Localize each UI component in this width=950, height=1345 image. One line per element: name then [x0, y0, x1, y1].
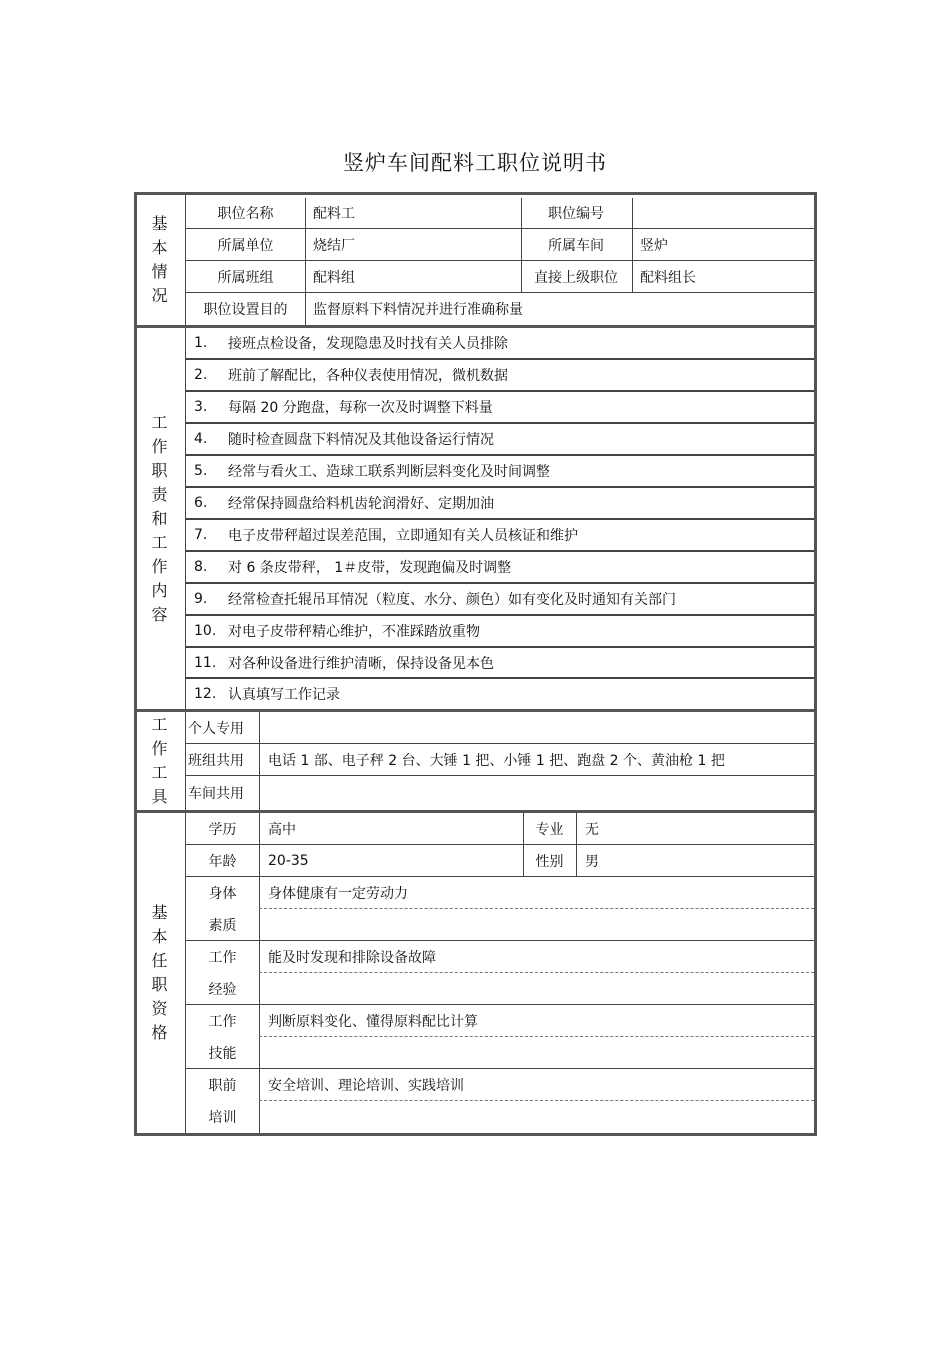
dashed-divider — [259, 1100, 814, 1101]
category-char: 资 — [151, 999, 168, 1018]
label-tools-team: 班组共用 — [188, 752, 244, 769]
label-superior: 直接上级职位 — [534, 269, 618, 286]
label-tools-workshop: 车间共用 — [188, 786, 244, 802]
value-physical: 身体健康有一定劳动力 — [268, 885, 408, 902]
label-tools-personal: 个人专用 — [188, 720, 244, 737]
value-training: 安全培训、理论培训、实践培训 — [268, 1077, 464, 1094]
dashed-divider — [259, 908, 814, 909]
duty-text: 认真填写工作记录 — [228, 687, 340, 703]
label-position-name: 职位名称 — [217, 206, 274, 222]
row-age — [186, 845, 814, 877]
value-position-name: 配料工 — [313, 206, 355, 222]
duty-text: 对电子皮带秤精心维护，不准踩踏放重物 — [228, 624, 480, 640]
category-char: 职 — [151, 460, 168, 480]
duty-number: 11. — [194, 654, 217, 671]
value-superior: 配料组长 — [640, 269, 696, 286]
duty-text: 每隔 20 分跑盘，每称一次及时调整下料量 — [228, 400, 493, 416]
duty-number: 4. — [194, 431, 208, 447]
row-tools-team — [186, 744, 814, 776]
label-physical-1: 身体 — [208, 886, 237, 902]
duty-row — [186, 520, 814, 552]
category-char: 工 — [151, 715, 168, 734]
duty-row — [186, 360, 814, 392]
value-workshop: 竖炉 — [640, 237, 668, 254]
section-label-duties — [134, 328, 186, 709]
duty-text: 对 6 条皮带秤， 1＃皮带，发现跑偏及时调整 — [228, 560, 512, 576]
category-char: 格 — [151, 1023, 168, 1042]
category-char: 责 — [151, 484, 168, 504]
label-education: 学历 — [208, 821, 237, 838]
value-position-no — [640, 198, 810, 228]
category-char: 职 — [151, 975, 168, 994]
duty-row — [186, 456, 814, 488]
category-char: 容 — [151, 604, 168, 624]
row-team — [186, 261, 814, 293]
value-gender: 男 — [585, 853, 599, 870]
category-char: 作 — [151, 739, 168, 758]
duty-number: 1. — [194, 335, 208, 351]
duty-text: 经常检查托辊吊耳情况（粒度、水分、颜色）如有变化及时通知有关部门 — [228, 592, 676, 608]
row-tools-workshop — [186, 776, 814, 810]
label-age: 年龄 — [208, 853, 237, 870]
duty-row — [186, 424, 814, 456]
label-workshop: 所属车间 — [548, 237, 604, 254]
label-gender: 性别 — [535, 853, 564, 870]
value-major: 无 — [585, 821, 599, 838]
label-experience-1: 工作 — [208, 950, 237, 966]
value-tools-personal — [268, 712, 808, 743]
label-purpose: 职位设置目的 — [203, 302, 288, 318]
duty-number: 2. — [194, 367, 208, 383]
category-char: 作 — [151, 556, 168, 576]
row-education — [186, 813, 814, 845]
section-label-basic — [134, 195, 186, 325]
category-char: 本 — [151, 927, 168, 946]
category-char: 基 — [151, 214, 168, 233]
row-tools-personal — [186, 712, 814, 744]
duty-number: 9. — [194, 591, 208, 607]
value-unit: 烧结厂 — [313, 237, 355, 254]
category-char: 和 — [151, 508, 168, 528]
category-char: 本 — [151, 238, 168, 257]
value-age: 20-35 — [268, 852, 309, 869]
row-physical — [186, 877, 814, 941]
duty-number: 12. — [194, 686, 217, 702]
duty-row — [186, 616, 814, 648]
label-team: 所属班组 — [217, 269, 274, 286]
row-unit — [186, 229, 814, 261]
duty-text: 随时检查圆盘下料情况及其他设备运行情况 — [228, 432, 494, 448]
dashed-divider — [259, 972, 814, 973]
value-education: 高中 — [268, 821, 296, 838]
label-skills-1: 工作 — [208, 1014, 237, 1030]
label-physical-2: 素质 — [208, 918, 237, 934]
row-skills — [186, 1005, 814, 1069]
value-skills: 判断原料变化、懂得原料配比计算 — [268, 1013, 478, 1030]
duty-text: 经常保持圆盘给料机齿轮润滑好、定期加油 — [228, 496, 494, 512]
label-training-2: 培训 — [208, 1110, 237, 1126]
row-position-name — [186, 198, 814, 229]
category-char: 任 — [151, 951, 168, 970]
label-position-no: 职位编号 — [548, 206, 604, 222]
value-purpose: 监督原料下料情况并进行准确称量 — [313, 302, 523, 318]
duty-number: 8. — [194, 559, 208, 575]
row-experience — [186, 941, 814, 1005]
duty-row — [186, 648, 814, 679]
duty-row — [186, 584, 814, 616]
row-purpose — [186, 293, 814, 325]
category-char: 工 — [151, 763, 168, 782]
duty-row — [186, 328, 814, 360]
duty-text: 班前了解配比，各种仪表使用情况，微机数据 — [228, 368, 508, 384]
section-label-tools — [134, 712, 186, 810]
label-training-1: 职前 — [208, 1078, 237, 1094]
category-char: 作 — [151, 436, 168, 456]
document-title: 竖炉车间配料工职位说明书 — [343, 151, 607, 175]
duty-number: 7. — [194, 527, 208, 543]
value-team: 配料组 — [313, 269, 355, 286]
value-tools-workshop — [268, 776, 808, 810]
section-label-qualifications — [134, 813, 186, 1133]
duty-number: 6. — [194, 495, 208, 511]
label-major: 专业 — [535, 821, 564, 838]
duty-text: 电子皮带秤超过误差范围，立即通知有关人员核证和维护 — [228, 528, 578, 544]
value-experience: 能及时发现和排除设备故障 — [268, 949, 436, 966]
duty-row — [186, 488, 814, 520]
duty-row — [186, 679, 814, 709]
duty-text: 经常与看火工、造球工联系判断层料变化及时间调整 — [228, 464, 550, 480]
category-char: 内 — [151, 580, 168, 600]
category-char: 况 — [151, 286, 168, 305]
category-char: 具 — [151, 787, 168, 806]
duty-number: 5. — [194, 463, 208, 479]
row-training — [186, 1069, 814, 1133]
duty-row — [186, 552, 814, 584]
duty-text: 接班点检设备，发现隐患及时找有关人员排除 — [228, 336, 508, 352]
duty-number: 3. — [194, 399, 208, 415]
category-char: 工 — [151, 532, 168, 552]
label-unit: 所属单位 — [217, 237, 274, 254]
value-tools-team: 电话 1 部、电子秤 2 台、大锤 1 把、小锤 1 把、跑盘 2 个、黄油枪 1 把 — [268, 752, 725, 769]
label-skills-2: 技能 — [208, 1046, 237, 1062]
category-char: 基 — [151, 903, 168, 922]
category-char: 情 — [151, 262, 168, 281]
dashed-divider — [259, 1036, 814, 1037]
category-char: 工 — [151, 412, 168, 432]
duty-text: 对各种设备进行维护清晰，保持设备见本色 — [228, 655, 494, 672]
duty-row — [186, 392, 814, 424]
label-experience-2: 经验 — [208, 982, 237, 998]
duty-number: 10. — [194, 623, 217, 639]
